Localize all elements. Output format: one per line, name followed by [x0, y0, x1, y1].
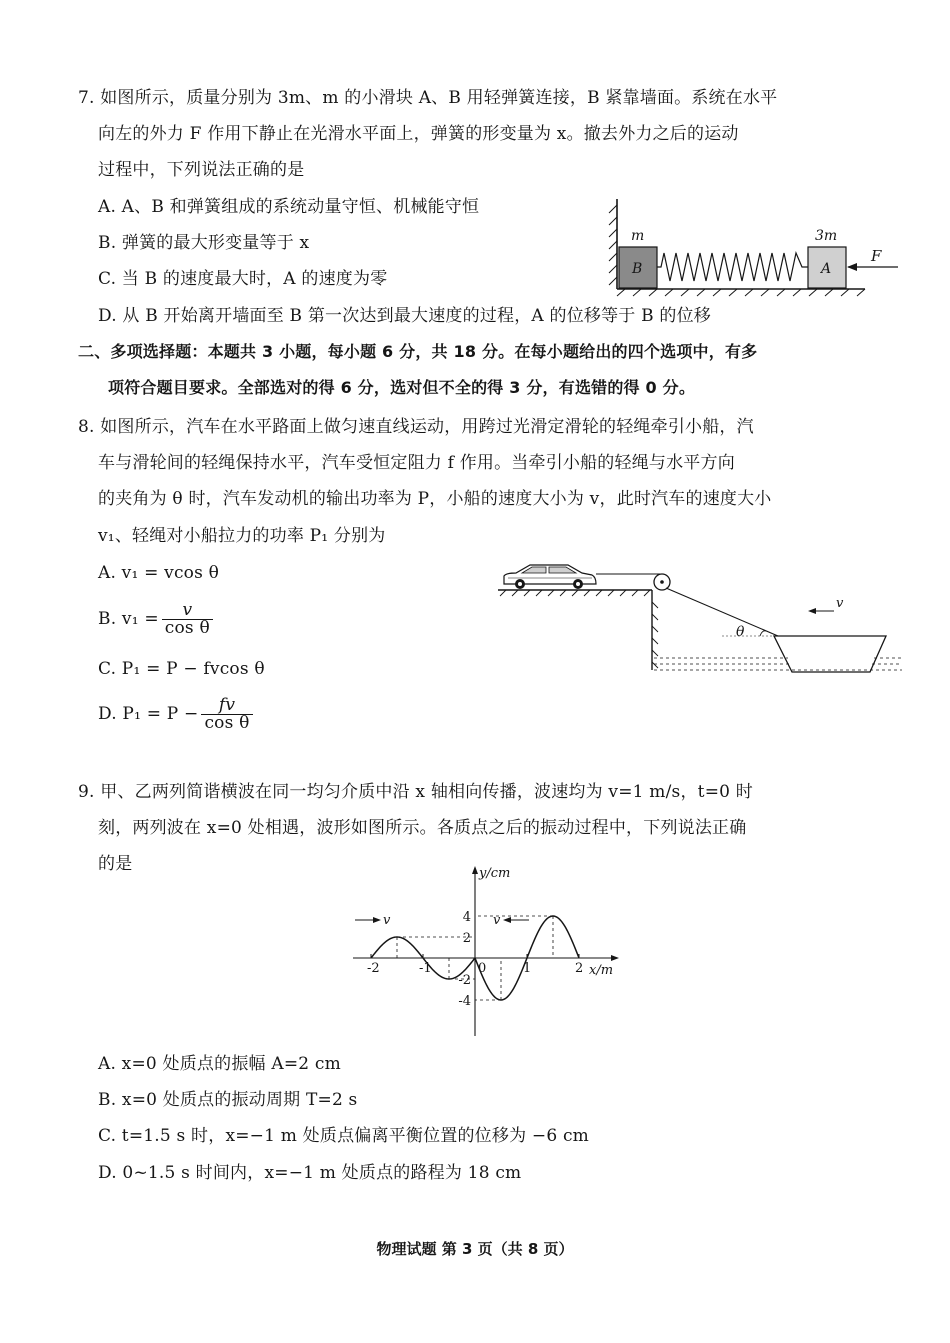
- mass-a-label: 3m: [815, 228, 838, 244]
- q7-option-d: D. 从 B 开始离开墙面至 B 第一次达到最大速度的过程，A 的位移等于 B 的位移: [98, 306, 712, 326]
- q8-option-b: [98, 602, 213, 637]
- q7-option-c: C. 当 B 的速度最大时，A 的速度为零: [98, 269, 388, 289]
- spring: [657, 253, 808, 281]
- section2-heading-line-2: 项符合题目要求。全部选对的得 6 分，选对但不全的得 3 分，有选错的得 0 分。: [108, 378, 696, 397]
- y-axis-label: y/cm: [479, 866, 511, 881]
- q9-option-a: A. x=0 处质点的振幅 A=2 cm: [98, 1054, 341, 1074]
- q8-stem-line-1: 8. 如图所示，汽车在水平路面上做匀速直线运动，用跨过光滑定滑轮的轻绳牵引小船，汽: [78, 417, 754, 437]
- q9-option-c: C. t=1.5 s 时，x=−1 m 处质点偏离平衡位置的位移为 −6 cm: [98, 1126, 589, 1146]
- y-tick-label: -4: [458, 994, 471, 1009]
- q8-stem-line-2: 车与滑轮间的轻绳保持水平，汽车受恒定阻力 f 作用。当牵引小船的轻绳与水平方向: [98, 453, 735, 473]
- x-tick-label: -2: [367, 961, 380, 976]
- left-wave-velocity-label: v: [383, 913, 391, 928]
- car-boat-figure: [490, 560, 905, 685]
- y-tick-label: 4: [462, 910, 471, 925]
- block-b-label: B: [632, 261, 643, 277]
- section2-heading-line-1: 二、多项选择题：本题共 3 小题，每小题 6 分，共 18 分。在每小题给出的四个选项中，有多: [78, 342, 758, 361]
- left-wave-arrow-icon: [373, 917, 381, 923]
- x-tick-label: 1: [523, 961, 532, 976]
- angle-label: θ: [736, 624, 745, 640]
- q8-option-b-prefix: B. v₁ =: [98, 609, 159, 629]
- x-axis-label: x/m: [589, 963, 614, 978]
- q7-option-a: A. A、B 和弹簧组成的系统动量守恒、机械能守恒: [98, 197, 480, 217]
- wave-chart: [345, 858, 635, 1043]
- x-tick-label: -1: [419, 961, 432, 976]
- q9-stem-line-2: 刻，两列波在 x=0 处相遇，波形如图所示。各质点之后的振动过程中，下列说法正确: [98, 818, 747, 838]
- q9-stem-line-1: 9. 甲、乙两列简谐横波在同一均匀介质中沿 x 轴相向传播，波速均为 v=1 m/s，t=0 时: [78, 782, 753, 802]
- block-a-label: A: [821, 261, 832, 277]
- right-wave-velocity-label: v: [493, 913, 501, 928]
- x-axis-arrow-icon: [611, 955, 619, 961]
- q8-option-d-fraction: [201, 697, 252, 732]
- q8-stem-line-3: 的夹角为 θ 时，汽车发动机的输出功率为 P，小船的速度大小为 v，此时汽车的速度大小: [98, 489, 772, 509]
- y-tick-label: 2: [462, 931, 471, 946]
- q7-stem-line-3: 过程中，下列说法正确的是: [98, 160, 305, 180]
- velocity-label: v: [836, 596, 844, 611]
- q8-option-d: [98, 697, 253, 732]
- y-tick-label: -2: [458, 973, 471, 988]
- q8-option-b-numerator: v: [162, 602, 213, 620]
- q8-option-b-fraction: [162, 602, 213, 637]
- spring-block-figure: [605, 195, 905, 297]
- q8-option-d-prefix: D. P₁ = P −: [98, 704, 199, 724]
- force-label: F: [871, 247, 882, 265]
- mass-b-label: m: [631, 228, 645, 244]
- q8-option-a: A. v₁ = vcos θ: [98, 563, 220, 583]
- force-arrow-icon: [847, 263, 857, 271]
- q8-option-d-numerator: fv: [201, 697, 252, 715]
- velocity-arrow-icon: [808, 608, 816, 614]
- q9-option-d: D. 0~1.5 s 时间内，x=−1 m 处质点的路程为 18 cm: [98, 1163, 522, 1183]
- y-axis-arrow-icon: [472, 866, 478, 874]
- car-icon: [504, 565, 596, 589]
- right-wave-arrow-icon: [503, 917, 511, 923]
- q9-option-b: B. x=0 处质点的振动周期 T=2 s: [98, 1090, 358, 1110]
- q8-option-c: C. P₁ = P − fvcos θ: [98, 659, 265, 679]
- q7-stem-line-2: 向左的外力 F 作用下静止在光滑水平面上，弹簧的形变量为 x。撤去外力之后的运动: [98, 124, 739, 144]
- x-tick-label: 2: [575, 961, 584, 976]
- q7-option-b: B. 弹簧的最大形变量等于 x: [98, 233, 310, 253]
- boat-icon: [774, 636, 886, 672]
- q8-stem-line-4: v₁、轻绳对小船拉力的功率 P₁ 分别为: [98, 526, 386, 546]
- x-tick-label: 0: [478, 961, 487, 976]
- q7-stem-line-1: 7. 如图所示，质量分别为 3m、m 的小滑块 A、B 用轻弹簧连接，B 紧靠墙面。系统在水平: [78, 88, 778, 108]
- q9-stem-line-3: 的是: [98, 854, 133, 874]
- q8-option-b-denominator: cos θ: [164, 618, 210, 638]
- page-footer: 物理试题 第 3 页（共 8 页）: [376, 1240, 574, 1258]
- q8-option-d-denominator: cos θ: [204, 713, 250, 733]
